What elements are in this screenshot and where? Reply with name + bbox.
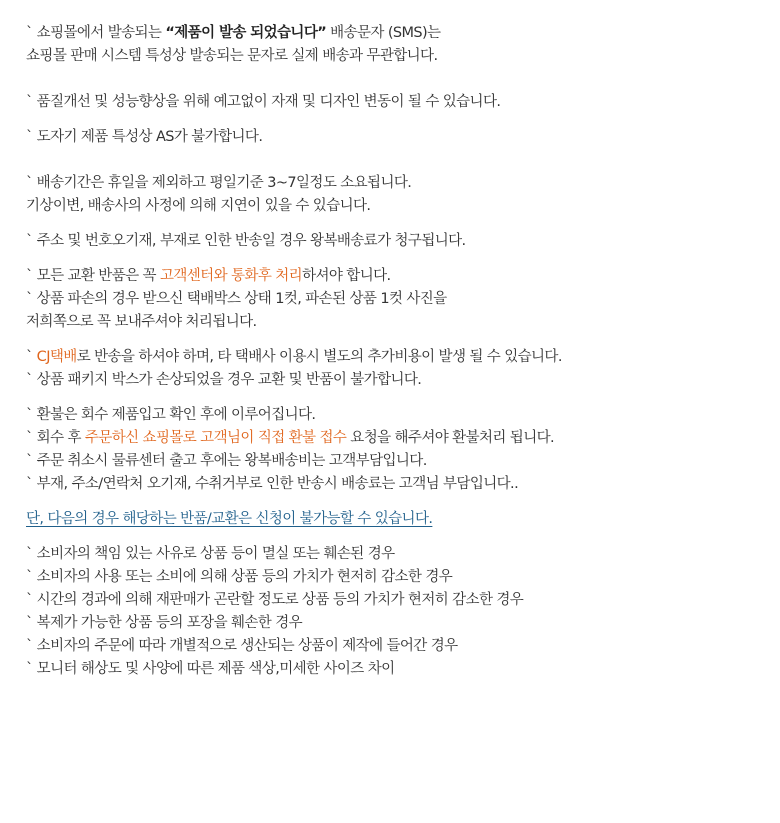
design-change-notice: ` 품질개선 및 성능향상을 위해 예고없이 자재 및 디자인 변동이 될 수 있습니다. xyxy=(26,94,501,110)
spacer xyxy=(26,68,766,91)
courier-section xyxy=(26,346,766,392)
exception-item: ` 소비자의 주문에 따라 개별적으로 생산되는 상품이 제작에 들어간 경우 xyxy=(26,638,458,654)
text-segment: ` 회수 후 xyxy=(26,430,85,446)
refund-line-3: ` 주문 취소시 물류센터 출고 후에는 왕복배송비는 고객부담입니다. xyxy=(26,453,427,469)
refund-line-1: ` 환불은 회수 제품입고 확인 후에 이루어집니다. xyxy=(26,407,316,423)
return-fee-notice: ` 주소 및 번호오기재, 부재로 인한 반송일 경우 왕복배송료가 청구됩니다. xyxy=(26,233,466,249)
exception-item: ` 시간의 경과에 의해 재판매가 곤란할 정도로 상품 등의 가치가 현저히 감소한 경우 xyxy=(26,592,524,608)
refund-line-2 xyxy=(26,427,766,450)
text-segment: 배송문자 (SMS)는 xyxy=(326,25,441,41)
exceptions-list xyxy=(26,543,766,681)
spacer xyxy=(26,114,766,126)
exception-item: ` 소비자의 책임 있는 사유로 상품 등이 멸실 또는 훼손된 경우 xyxy=(26,546,395,562)
exchange-line-3: 저희쪽으로 꼭 보내주셔야 처리됩니다. xyxy=(26,314,257,330)
spacer xyxy=(26,218,766,230)
text-segment: ` xyxy=(26,349,37,365)
text-segment: ` 모든 교환 반품은 꼭 xyxy=(26,268,160,284)
exchange-return-section xyxy=(26,265,766,334)
text-segment: 로 반송을 하셔야 하며, 타 택배사 이용시 별도의 추가비용이 발생 될 수 있습니다. xyxy=(76,349,562,365)
spacer xyxy=(26,392,766,404)
exchange-line-2: ` 상품 파손의 경우 받으신 택배박스 상태 1컷, 파손된 상품 1컷 사진을 xyxy=(26,291,447,307)
delivery-period-line-1: ` 배송기간은 휴일을 제외하고 평일기준 3~7일정도 소요됩니다. xyxy=(26,175,412,191)
exception-item: ` 모니터 해상도 및 사양에 따른 제품 색상,미세한 사이즈 차이 xyxy=(26,661,395,677)
highlight-cj-courier: CJ택배 xyxy=(36,349,77,365)
exception-item: ` 소비자의 사용 또는 소비에 의해 상품 등의 가치가 현저히 감소한 경우 xyxy=(26,569,453,585)
exchange-line-1 xyxy=(26,265,766,288)
spacer xyxy=(26,496,766,508)
courier-line-2: ` 상품 패키지 박스가 손상되었을 경우 교환 및 반품이 불가합니다. xyxy=(26,372,422,388)
sms-notice-section xyxy=(26,22,766,68)
return-restriction-notice: 단, 다음의 경우 해당하는 반품/교환은 신청이 불가능할 수 있습니다. xyxy=(26,511,433,527)
highlight-call-process: 통화후 처리 xyxy=(231,268,303,284)
sms-notice-line-1 xyxy=(26,22,766,45)
spacer xyxy=(26,334,766,346)
highlight-customer-center: 고객센터와 xyxy=(159,268,227,284)
no-as-notice: ` 도자기 제품 특성상 AS가 불가합니다. xyxy=(26,129,263,145)
spacer xyxy=(26,149,766,172)
spacer xyxy=(26,253,766,265)
delivery-period-line-2: 기상이변, 배송사의 사정에 의해 지연이 있을 수 있습니다. xyxy=(26,198,371,214)
text-segment: 하셔야 합니다. xyxy=(302,268,391,284)
text-segment: ` 쇼핑몰에서 발송되는 xyxy=(26,25,166,41)
shipping-return-policy xyxy=(26,22,766,681)
highlight-refund-request: 주문하신 쇼핑몰로 고객님이 직접 환불 접수 xyxy=(84,430,347,446)
sms-notice-line-2: 쇼핑몰 판매 시스템 특성상 발송되는 문자로 실제 배송과 무관합니다. xyxy=(26,48,438,64)
refund-section xyxy=(26,404,766,496)
refund-line-4: ` 부재, 주소/연락처 오기재, 수취거부로 인한 반송시 배송료는 고객님 부담입니다.. xyxy=(26,476,519,492)
emphasized-quote: “제품이 발송 되었습니다” xyxy=(165,25,327,41)
spacer xyxy=(26,531,766,543)
delivery-period-section xyxy=(26,172,766,218)
courier-line-1 xyxy=(26,346,766,369)
text-segment: 요청을 해주셔야 환불처리 됩니다. xyxy=(346,430,555,446)
exception-item: ` 복제가 가능한 상품 등의 포장을 훼손한 경우 xyxy=(26,615,303,631)
